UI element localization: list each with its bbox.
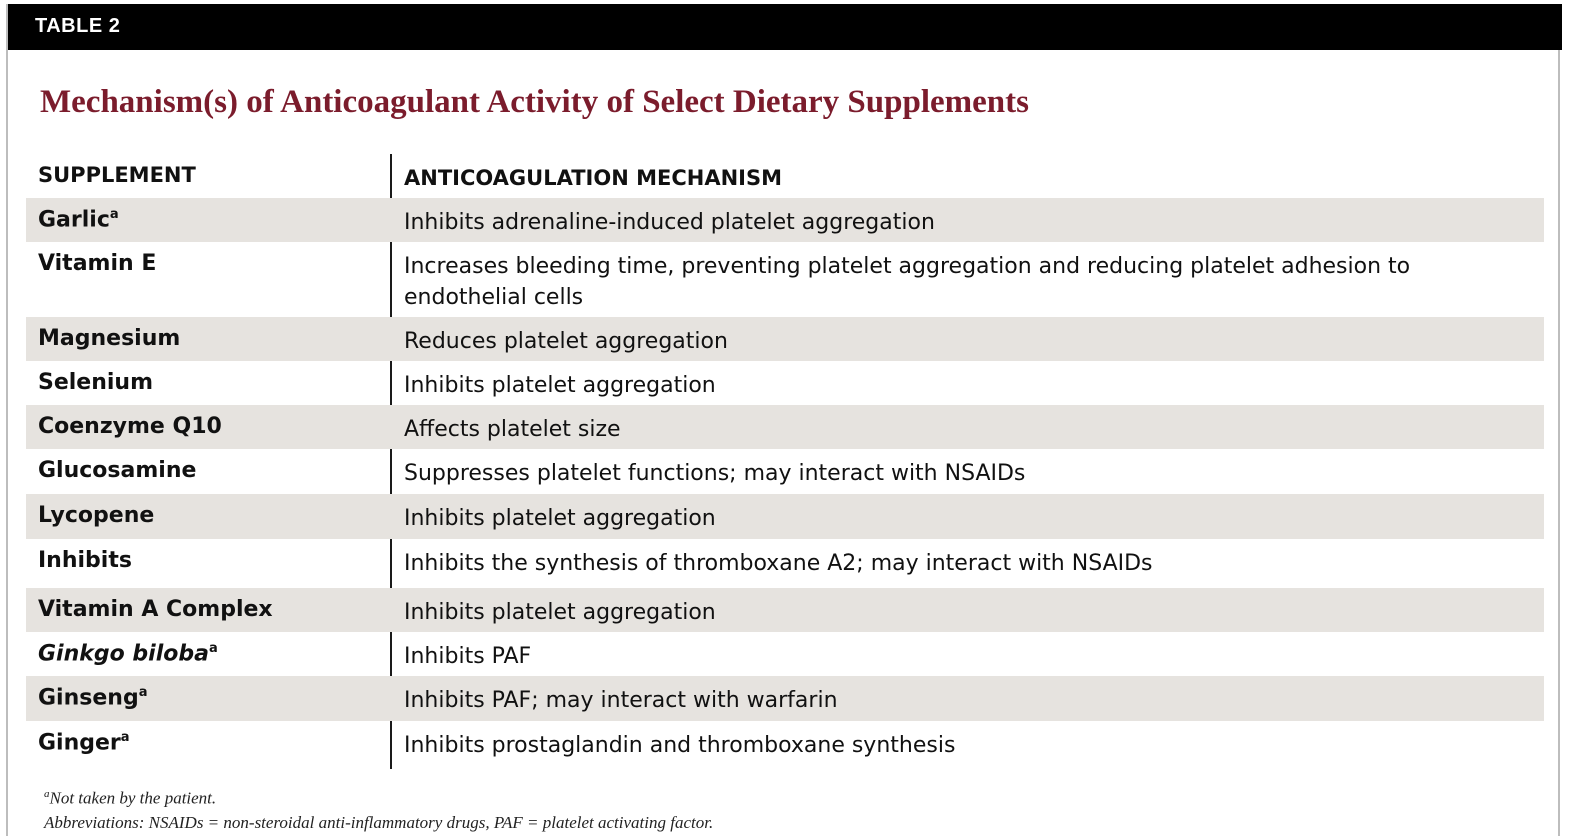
supplement-name: Vitamin A Complex — [38, 597, 273, 622]
supplement-cell — [38, 730, 130, 755]
mechanism-text: Suppresses platelet functions; may interact with NSAIDs — [404, 461, 1026, 486]
supplement-name: Vitamin E — [38, 251, 157, 276]
footnote-marker: a — [109, 207, 119, 222]
supplement-name: Selenium — [38, 370, 154, 395]
supplement-name: Glucosamine — [38, 458, 197, 483]
mechanism-text: Inhibits adrenaline-induced platelet aggregation — [404, 210, 935, 235]
supplement-cell — [38, 685, 147, 710]
mechanism-text: Affects platelet size — [404, 417, 621, 442]
mechanism-text: Inhibits the synthesis of thromboxane A2; may interact with NSAIDs — [404, 551, 1153, 576]
mechanism-text: Inhibits platelet aggregation — [404, 600, 716, 625]
table-header-bar — [8, 4, 1562, 50]
table-row — [26, 405, 1544, 449]
supplement-name: Coenzyme Q10 — [38, 414, 222, 439]
mechanism-text: Inhibits prostaglandin and thromboxane synthesis — [404, 733, 956, 758]
footnote-abbreviations: Abbreviations: NSAIDs = non-steroidal anti-inflammatory drugs, PAF = platelet activating factor. — [44, 812, 714, 832]
table-row — [26, 494, 1544, 539]
table-header-row — [26, 154, 1544, 198]
footnote-marker: a — [208, 641, 218, 656]
table-row — [26, 676, 1544, 721]
supplement-name: Inhibits — [38, 548, 132, 573]
supplement-name: Ginkgo biloba — [38, 641, 209, 667]
table-row — [26, 632, 1544, 676]
table-row — [26, 317, 1544, 361]
supplement-name: Magnesium — [38, 326, 181, 351]
footnote-text: Not taken by the patient. — [49, 788, 217, 808]
table-row — [26, 539, 1544, 588]
supplement-name: Lycopene — [38, 503, 155, 528]
table-body — [26, 198, 1544, 765]
mechanism-text: Inhibits PAF; may interact with warfarin — [404, 688, 838, 713]
column-header-supplement: SUPPLEMENT — [38, 163, 196, 187]
supplement-name: Garlic — [38, 207, 110, 233]
table-row — [26, 198, 1544, 242]
supplement-name: Ginseng — [38, 685, 139, 711]
table-number-label: TABLE 2 — [35, 15, 121, 37]
supplement-table — [26, 154, 1544, 765]
mechanism-text: Increases bleeding time, preventing platelet aggregation and reducing platelet adhesion to endothelial cells — [404, 254, 1411, 310]
footnote-marker: a — [120, 730, 130, 745]
table-frame — [6, 4, 1560, 836]
footnote-marker: a — [138, 685, 148, 700]
mechanism-text: Inhibits platelet aggregation — [404, 506, 716, 531]
table-row — [26, 449, 1544, 494]
column-header-mechanism: ANTICOAGULATION MECHANISM — [404, 166, 782, 190]
footnote-marker: a — [44, 788, 50, 800]
mechanism-text: Inhibits PAF — [404, 644, 532, 669]
supplement-name: Ginger — [38, 730, 121, 756]
table-row — [26, 588, 1544, 632]
table-row — [26, 721, 1544, 765]
footnote-not-taken — [44, 782, 713, 811]
table-row — [26, 242, 1544, 317]
table-title: Mechanism(s) of Anticoagulant Activity of Select Dietary Supplements — [40, 84, 1029, 120]
footnotes — [44, 782, 713, 835]
supplement-cell — [38, 207, 119, 232]
mechanism-text: Reduces platelet aggregation — [404, 329, 728, 354]
mechanism-text: Inhibits platelet aggregation — [404, 373, 716, 398]
table-row — [26, 361, 1544, 405]
supplement-cell — [38, 641, 218, 666]
